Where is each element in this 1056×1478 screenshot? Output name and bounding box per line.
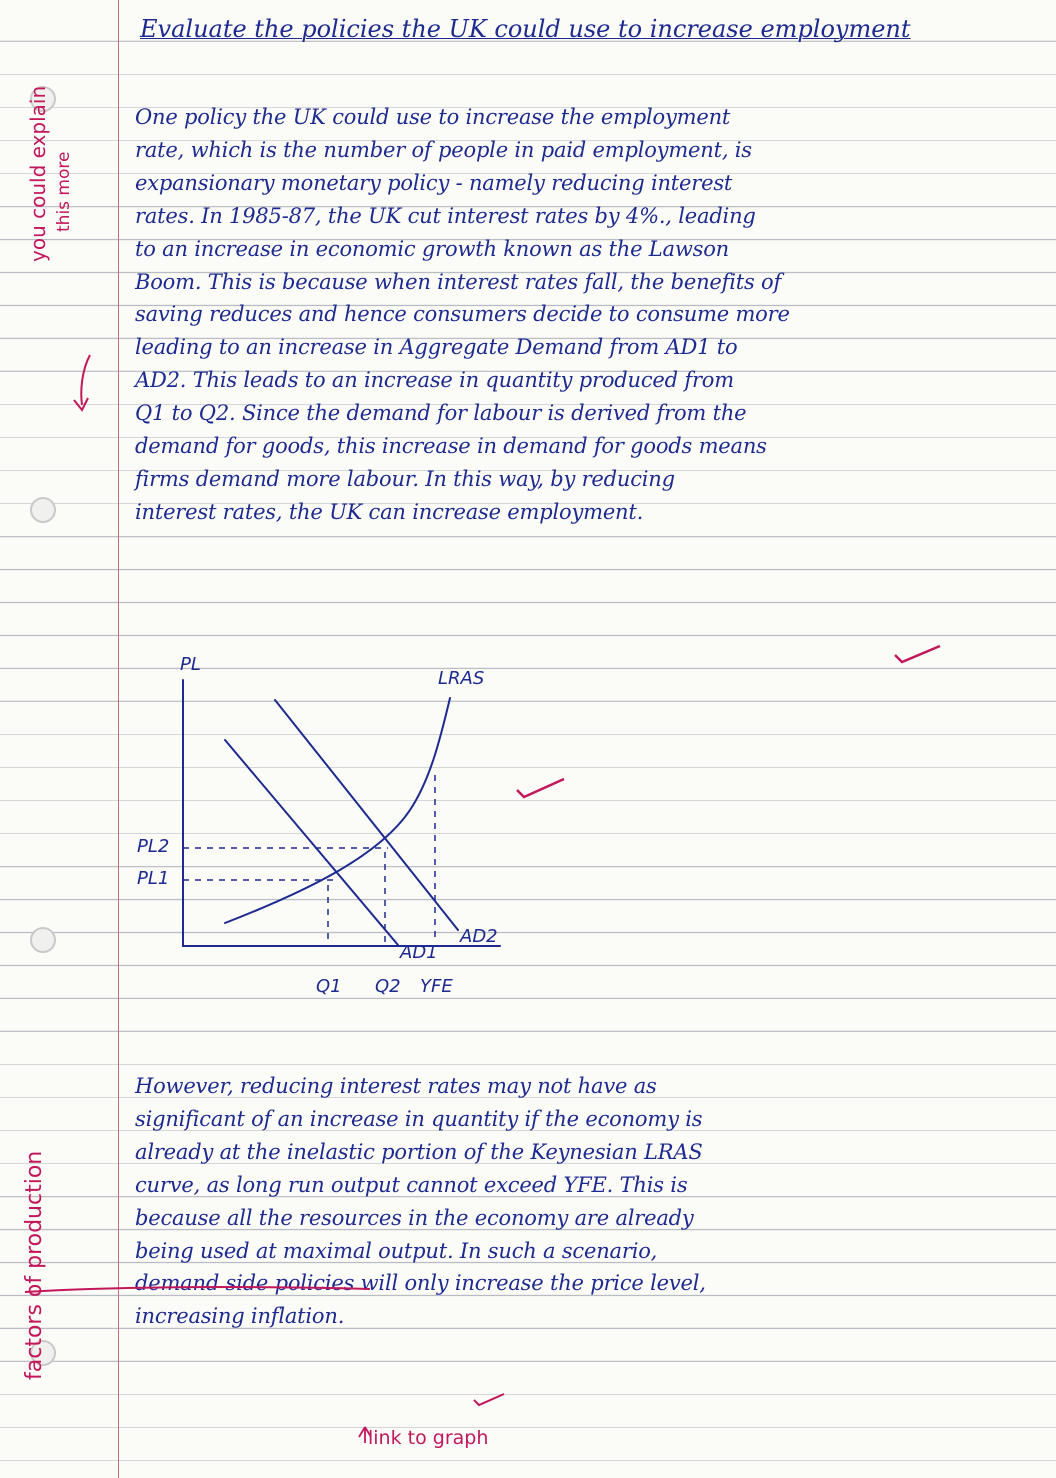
- yfe-label: YFE: [420, 976, 453, 997]
- margin-comment: this more: [54, 151, 74, 232]
- link-to-graph-note: link to graph: [368, 1427, 489, 1449]
- text-line: rates. In 1985-87, the UK cut interest rates by 4%., leading: [135, 203, 756, 228]
- text-line: increasing inflation.: [135, 1304, 345, 1329]
- text-line: expansionary monetary policy - namely reducing interest: [135, 170, 733, 195]
- punch-hole: [30, 497, 56, 523]
- q1-label: Q1: [316, 976, 342, 997]
- pl1-label: PL1: [137, 868, 170, 889]
- text-line: Boom. This is because when interest rates fall, the benefits of: [135, 269, 782, 294]
- text-line: being used at maximal output. In such a scenario,: [135, 1238, 658, 1263]
- text-line: firms demand more labour. In this way, by reducing: [135, 466, 675, 491]
- arrow-icon: [355, 1425, 375, 1445]
- text-line: Q1 to Q2. Since the demand for labour is derived from the: [135, 401, 747, 426]
- underline-mark: [20, 1280, 380, 1300]
- paragraph-1: [135, 101, 1040, 529]
- checkmark-icon: [890, 640, 950, 670]
- lras-label: LRAS: [438, 668, 485, 689]
- text-line: curve, as long run output cannot exceed YFE. This is: [135, 1172, 688, 1197]
- margin-comment: factors of production: [22, 1150, 47, 1380]
- text-line: significant of an increase in quantity if the economy is: [135, 1106, 703, 1131]
- arrow-icon: [60, 350, 120, 420]
- text-line: to an increase in economic growth known as the Lawson: [135, 236, 729, 261]
- text-line: demand side policies will only increase the price level,: [135, 1271, 706, 1296]
- text-line: already at the inelastic portion of the Keynesian LRAS: [135, 1139, 703, 1164]
- margin-line: [118, 0, 119, 1478]
- text-line: because all the resources in the economy are already: [135, 1205, 694, 1230]
- q2-label: Q2: [375, 976, 401, 997]
- text-line: demand for goods, this increase in demand for goods means: [135, 434, 767, 459]
- axis-lines: [183, 680, 500, 946]
- ad2-curve: [275, 700, 458, 930]
- essay-title: Evaluate the policies the UK could use to increase employment: [140, 15, 911, 43]
- checkmark-icon: [470, 1390, 510, 1410]
- text-line: leading to an increase in Aggregate Demand from AD1 to: [135, 335, 738, 360]
- punch-hole: [30, 927, 56, 953]
- text-line: saving reduces and hence consumers decide to consume more: [135, 302, 790, 327]
- text-line: One policy the UK could use to increase the employment: [135, 105, 731, 129]
- text-line: AD2. This leads to an increase in quantity produced from: [135, 368, 734, 393]
- margin-comment: you could explain: [26, 85, 50, 262]
- lras-curve: [225, 698, 450, 923]
- text-line: interest rates, the UK can increase employment.: [135, 499, 644, 524]
- pl2-label: PL2: [137, 836, 170, 857]
- y-axis-label: PL: [180, 654, 201, 675]
- ad1-curve: [225, 740, 398, 945]
- ad-as-diagram: [120, 640, 600, 1025]
- text-line: rate, which is the number of people in paid employment, is: [135, 137, 752, 162]
- ad2-label: AD2: [460, 926, 498, 947]
- ad1-label: AD1: [400, 942, 438, 963]
- text-line: However, reducing interest rates may not have as: [135, 1074, 657, 1098]
